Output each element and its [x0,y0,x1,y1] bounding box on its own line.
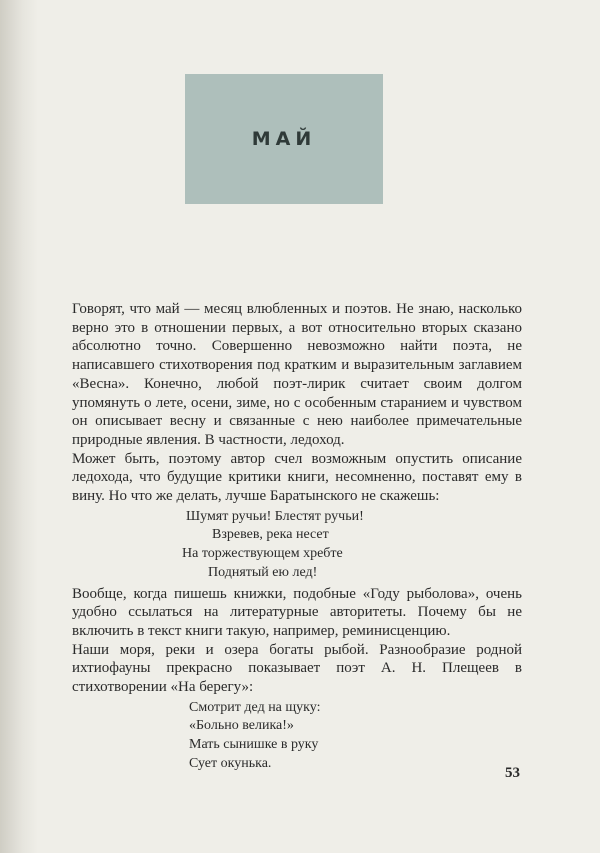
paragraph: Наши моря, реки и озера богаты рыбой. Разнообразие родной ихтиофауны прекрасно показывает поэт А. Н. Плещеев в стихотворении «На берегу»: [72,641,522,696]
paragraph: Вообще, когда пишешь книжки, подобные «Году рыболова», очень удобно ссылаться на литературные авторитеты. Почему бы не включить в текст книги такую, например, реминисценцию. [72,585,522,639]
poem-line: Поднятый ею лед! [208,564,318,580]
poem-line: Сует окунька. [189,755,272,771]
poem-pleshcheev [72,699,522,774]
poem-baratynsky [72,508,522,583]
poem-line: На торжествующем хребте [182,546,343,562]
page-gutter-shadow [0,0,38,853]
chapter-title-block [185,74,383,204]
paragraph: Говорят, что май — месяц влюбленных и поэтов. Не знаю, насколько верно это в отношении первых, а вот относительно вторых сказано абсолютно точно. Совершенно невозможно найти поэта, не написавшего стихотворения под кратким и выразительным заглавием «Весна». Конечно, любой поэт-лирик считает своим долгом упомянуть о лете, осени, зиме, но с особенным старанием и чувством он описывает весну и связанные с нею наиболее примечательные природные явления. В частности, ледоход. [72,301,522,448]
paragraph: Может быть, поэтому автор счел возможным опустить описание ледохода, что будущие критики книги, несомненно, поставят ему в вину. Но что же делать, лучше Баратынского не скажешь: [72,450,522,505]
poem-line: Смотрит дед на щуку: [189,699,321,715]
poem-line: «Больно велика!» [189,718,294,734]
poem-line: Взревев, река несет [212,527,329,543]
page-number: 53 [505,765,520,781]
poem-line: Мать сынишке в руку [189,737,319,753]
chapter-body [72,300,522,776]
chapter-title: МАЙ [251,128,317,150]
poem-line: Шумят ручьи! Блестят ручьи! [186,508,364,524]
